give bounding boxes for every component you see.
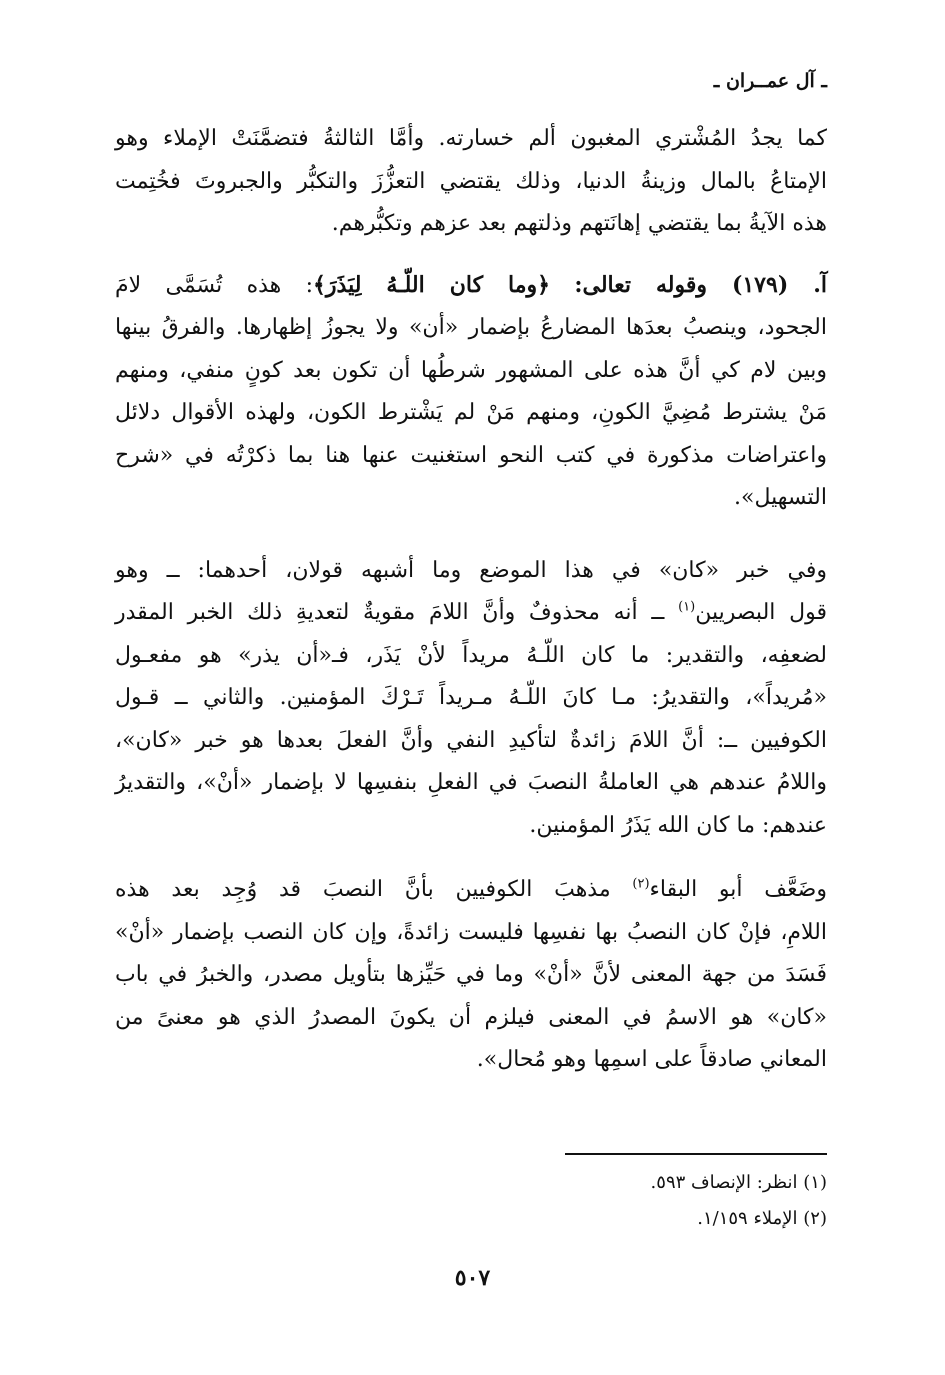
running-head: ـ آل عمــران ـ [713,70,827,92]
text-line: الجحود، وينصبُ بعدَها المضارعُ بإضمار «أن» ولا يجوزُ إظهارها. والفرقُ بينها [115,315,827,340]
text-line [115,264,827,308]
text-fragment: : هذه تُسَمَّى لامَ [115,272,314,298]
text-fragment: قول البصريين [695,600,827,625]
paragraph-1 [115,118,827,246]
text-line: واعتراضات مذكورة في كتب النحو استغنيت عنها هنا بما ذكرْتُه في «شرح [115,442,827,468]
text-fragment: مذهبَ الكوفيين بأنَّ النصبَ قد وُجِد بعد هذه [115,877,611,902]
text-line: فَسَدَ من جهة المعنى لأنَّ «أنْ» وما في حَيِّزها بتأويل مصدر، والخبرُ في باب [115,962,827,987]
page-number: ٥٠٧ [454,1265,491,1291]
footnotes [115,1165,827,1237]
text-line: اللامِ، فإنْ كان النصبُ بها نفسِها فليست زائدةً، وإن كان النصب بإضمار «أنْ» [115,919,827,945]
text-line: واللامُ عندهم هي العاملةُ النصبَ في الفعلِ بنفسِها لا بإضمار «أنْ»، والتقديرُ [115,770,827,795]
text-line: «مُريداً»، والتقديرُ: مـا كانَ اللّـهُ مـريداً تَـرْكَ المؤمنين. والثاني ــ قـول [115,685,827,710]
text-line: «كان» هو الاسمُ في المعنى فيلزم أن يكونَ المصدرُ الذي هو معنىً من [115,1004,827,1030]
verse-number-label: آ. (١٧٩) وقوله تعالى: [574,271,827,298]
text-fragment: ــ أنه محذوفٌ وأنَّ اللامَ مقويةٌ لتعديةِ ذلك الخبر المقدر [115,600,665,625]
text-line: التسهيل». [734,485,827,510]
footnote-ref[interactable]: (١) [678,599,696,615]
text-line: الإمتاعُ بالمال وزينةُ الدنيا، وذلك يقتضي التعزُّزَ والتكبُّر والجبروتَ فخُتِمت [115,168,827,194]
quranic-verse: ﴿وما كان اللّـهُ لِيَذَرَ﴾ [313,271,551,298]
paragraph-2 [115,264,827,520]
text-fragment: وضَعَّف أبو البقاء [649,877,827,902]
footnote-1: (١) انظر: الإنصاف ٥٩٣. [650,1172,827,1193]
text-line: المعاني صادقاً على اسمِها وهو مُحال». [476,1047,827,1072]
footnote-ref[interactable]: (٢) [632,876,650,892]
text-line: لضعفِه، والتقدير: ما كان اللّـهُ مريداً لأنْ يَذَر، فـ«أن يذر» هو مفعـول [115,642,827,668]
paragraph-3 [115,550,827,848]
text-line [115,869,827,912]
text-line: وبين لام كي أنَّ هذه على المشهور شرطُها أن تكون بعد كونٍ منفي، ومنهم [115,357,827,383]
text-line: الكوفيين ــ: أنَّ اللامَ زائدةٌ لتأكيدِ النفي وأنَّ الفعلَ بعدها هو خبر «كان»، [115,727,827,753]
footnote-2: (٢) الإملاء ١/١٥٩. [697,1208,827,1229]
text-line: كما يجدُ المُشْتري المغبون ألم خسارته. وأمَّا الثالثةُ فتضمَّنَتْ الإملاء وهو [115,126,827,151]
text-line: هذه الآيةُ بما يقتضي إهانَتهم وذلتهم بعد عزهم وتكبُّرهم. [331,211,827,236]
body-text [115,118,827,1082]
footnote-separator [565,1153,827,1155]
text-line: مَنْ يشترط مُضِيَّ الكونِ، ومنهم مَنْ لم يَشْترط الكون، ولهذه الأقوال دلائل [115,400,827,425]
text-line: عندهم: ما كان الله يَذَرُ المؤمنين. [529,812,827,838]
text-line: وفي خبر «كان» في هذا الموضع وما أشبهه قولان، أحدهما: ــ وهو [115,557,827,583]
text-line [115,592,827,635]
paragraph-4 [115,869,827,1082]
